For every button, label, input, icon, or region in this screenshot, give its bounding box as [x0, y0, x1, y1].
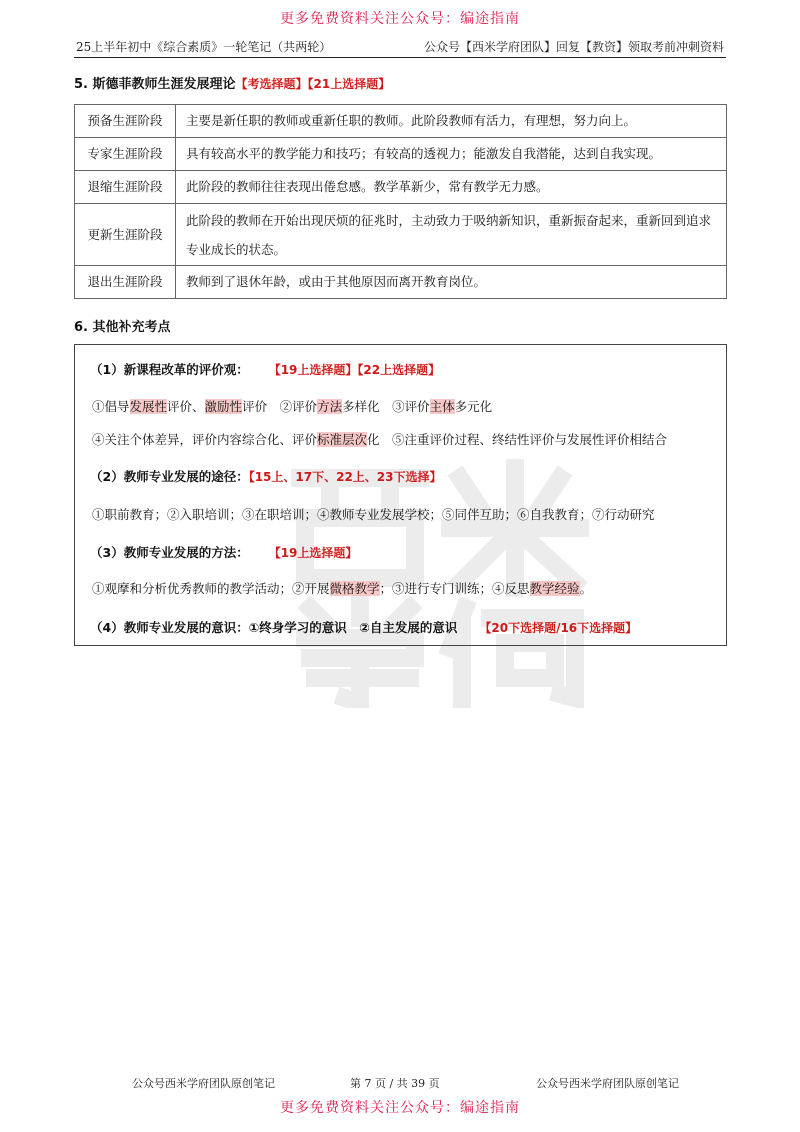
item-2-line: ①职前教育；②入职培训；③在职培训；④教师专业发展学校；⑤同伴互助；⑥自我教育；⑦行动研究 [92, 507, 655, 522]
table-row [75, 266, 727, 299]
header-right-notice: 公众号【西米学府团队】回复【教资】领取考前冲刺资料 [423, 40, 724, 54]
item-4-title: （4）教师专业发展的意识：①终身学习的意识 ②自主发展的意识 [90, 620, 458, 635]
item-4-heading [90, 618, 637, 636]
supplement-box [74, 344, 727, 646]
highlight-span: 标准层次 [317, 432, 368, 447]
stage-name-cell: 退出生涯阶段 [75, 266, 176, 299]
table-row [75, 204, 727, 266]
stage-name-cell: 预备生涯阶段 [75, 105, 176, 138]
text-span: 多元化 [454, 399, 493, 414]
item-1-heading [90, 360, 440, 378]
section-5-heading [74, 73, 390, 92]
item-1-line-2 [92, 430, 667, 448]
section-6-title: 6. 其他补充考点 [74, 320, 171, 335]
highlight-span: 激励性 [204, 399, 243, 414]
text-span: ④关注个体差异，评价内容综合化、评价 [92, 432, 318, 447]
stage-name-cell: 专家生涯阶段 [75, 138, 176, 171]
text-span: 多样化 ③评价 [342, 399, 430, 414]
highlight-span: 微格教学 [329, 581, 380, 596]
text-span: 。 [579, 581, 593, 596]
text-span: ①倡导 [92, 399, 130, 414]
item-3-line [92, 579, 592, 597]
highlight-span: 发展性 [129, 399, 168, 414]
stage-desc-cell: 教师到了退休年龄，或由于其他原因而离开教育岗位。 [176, 266, 727, 299]
footer-page-number: 第 7 页 / 共 39 页 [350, 1077, 440, 1090]
section-5-tag-2: 【21上选择题】 [307, 77, 391, 91]
item-3-tags: 【19上选择题】 [274, 546, 358, 560]
item-2-title: （2）教师专业发展的途径： [90, 469, 249, 484]
stage-name-cell: 退缩生涯阶段 [75, 171, 176, 204]
table-row [75, 171, 727, 204]
table-row [75, 105, 727, 138]
text-span: 评价、 [167, 399, 205, 414]
item-3-heading [90, 543, 357, 561]
text-span: ①观摩和分析优秀教师的教学活动；②开展 [92, 581, 330, 596]
table-row [75, 138, 727, 171]
footer-right: 公众号西米学府团队原创笔记 [536, 1077, 679, 1090]
text-span: ；③进行专门训练；④反思 [379, 581, 530, 596]
header-divider [74, 57, 726, 58]
highlight-span: 教学经验 [529, 581, 580, 596]
item-2-heading [90, 467, 442, 485]
stage-name-cell: 更新生涯阶段 [75, 204, 176, 266]
section-5-tag-1: 【考选择题】 [235, 77, 308, 91]
text-span: 化 ⑤注重评价过程、终结性评价与发展性评价相结合 [367, 432, 668, 447]
promo-banner-top: 更多免费资料关注公众号：编途指南 [280, 11, 520, 27]
item-4-tags: 【20下选择题/16下选择题】 [479, 621, 638, 635]
header-left-title: 25上半年初中《综合素质》一轮笔记（共两轮） [76, 40, 332, 54]
highlight-span: 方法 [317, 399, 343, 414]
text-span: 评价 ②评价 [242, 399, 318, 414]
item-1-line-1 [92, 397, 492, 415]
stage-desc-cell: 此阶段的教师在开始出现厌烦的征兆时，主动致力于吸纳新知识，重新振奋起来，重新回到追求专业成长的状态。 [176, 204, 727, 266]
item-3-title: （3）教师专业发展的方法： [90, 545, 249, 560]
highlight-span: 主体 [429, 399, 455, 414]
promo-banner-bottom: 更多免费资料关注公众号：编途指南 [280, 1100, 520, 1116]
section-5-title: 5. 斯德菲教师生涯发展理论 [74, 77, 236, 92]
stage-desc-cell: 具有较高水平的教学能力和技巧；有较高的透视力；能激发自我潜能，达到自我实现。 [176, 138, 727, 171]
item-1-title: （1）新课程改革的评价观： [90, 362, 249, 377]
stage-desc-cell: 此阶段的教师往往表现出倦怠感。教学革新少，常有教学无力感。 [176, 171, 727, 204]
stage-desc-cell: 主要是新任职的教师或重新任职的教师。此阶段教师有活力，有理想，努力向上。 [176, 105, 727, 138]
career-stages-table [74, 104, 727, 299]
item-2-tags: 【15上、17下、22上、23下选择】 [248, 470, 442, 484]
footer-left: 公众号西米学府团队原创笔记 [132, 1077, 275, 1090]
item-1-tags: 【19上选择题】【22上选择题】 [274, 363, 441, 377]
